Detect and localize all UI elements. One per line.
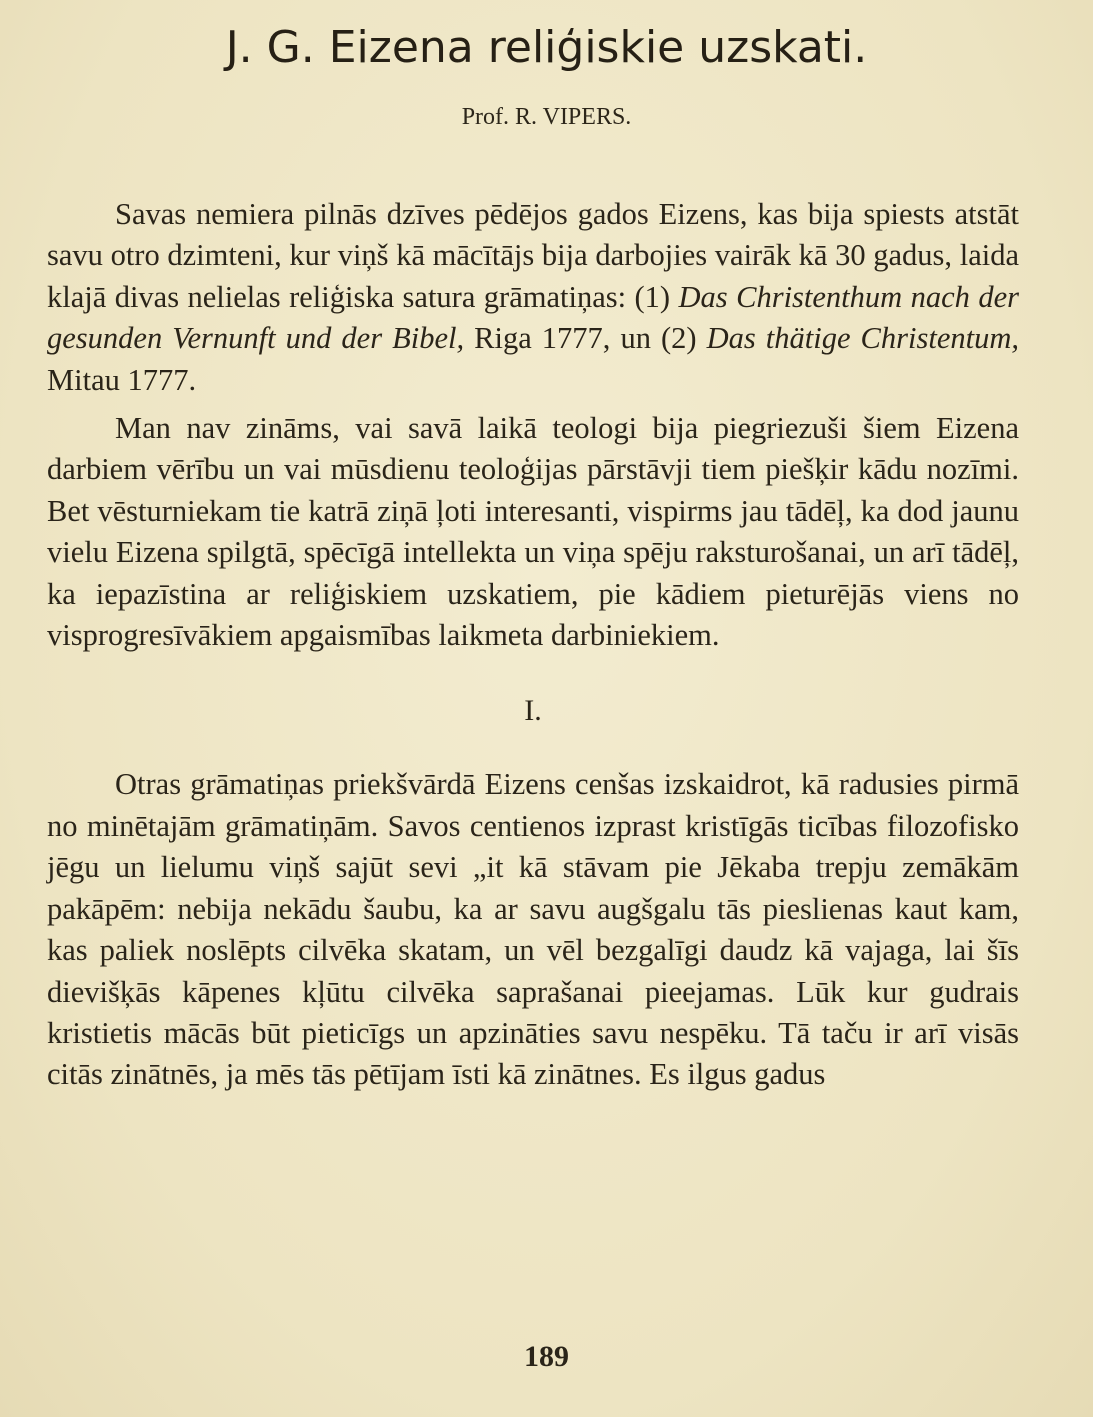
intro-paragraph-2: Man nav zināms, vai savā laikā teologi bija piegriezuši šiem Eizena darbiem vērību un vai mūsdienu teoloģijas pārstāvji tiem piešķir kādu nozīmi. Bet vēsturniekam tie katrā ziņā ļoti interesanti, vispirms jau tādēļ, ka dod jaunu vielu Eizena spilgtā, spēcīgā intellekta un viņa spēju raksturošanai, un arī tādēļ, ka iepazīstina ar reliģiskiem uzskatiem, pie kādiem pieturējās viens no visprogresīvākiem apgaismības laikmeta darbiniekiem.	[47, 411, 1019, 653]
section-number: I.	[524, 694, 542, 728]
article-body	[47, 194, 1019, 1096]
intro-paragraph-1	[47, 194, 1019, 401]
author-byline: Prof. R. VIPERS.	[461, 104, 632, 130]
book-title-2: Das thätige Christentum,	[706, 321, 1020, 356]
intro-text-1: Savas nemiera pilnās dzīves pēdējos gados Eizens, kas bija spiests atstāt savu otro dzimteni, kur viņš kā mācītājs bija darbojies vairāk kā 30 gadus, laida klajā divas nelielas reliģiska satura grāmatiņas: (1)	[47, 197, 1019, 314]
intro-text-3: Mitau 1777.	[47, 362, 197, 397]
page-number: 189	[524, 1340, 569, 1373]
book-title-1: Das Christenthum nach der gesunden Vernunft und der Bibel,	[47, 279, 1019, 356]
article-title: J. G. Eizena reliģiskie uzskati.	[225, 22, 868, 73]
intro-text-2: Riga 1777, un (2)	[464, 321, 707, 356]
section-paragraph-1: Otras grāmatiņas priekšvārdā Eizens cenšas izskaidrot, kā radusies pirmā no minētajām grāmatiņām. Savos centienos izprast kristīgās ticības filozofisko jēgu un lielumu viņš sajūt sevi „it kā stāvam pie Jēkaba trepju zemākām pakāpēm: nebija nekādu šaubu, ka ar savu augšgalu tās pieslienas kaut kam, kas paliek noslēpts cilvēka skatam, un vēl bezgalīgi daudz kā vajaga, lai šīs dievišķās kāpenes kļūtu cilvēka saprašanai pieejamas. Lūk kur gudrais kristietis mācās būt pieticīgs un apzināties savu nespēku. Tā taču ir arī visās citās zinātnēs, ja mēs tās pētījam īsti kā zinātnes. Es ilgus gadus	[47, 767, 1019, 1092]
